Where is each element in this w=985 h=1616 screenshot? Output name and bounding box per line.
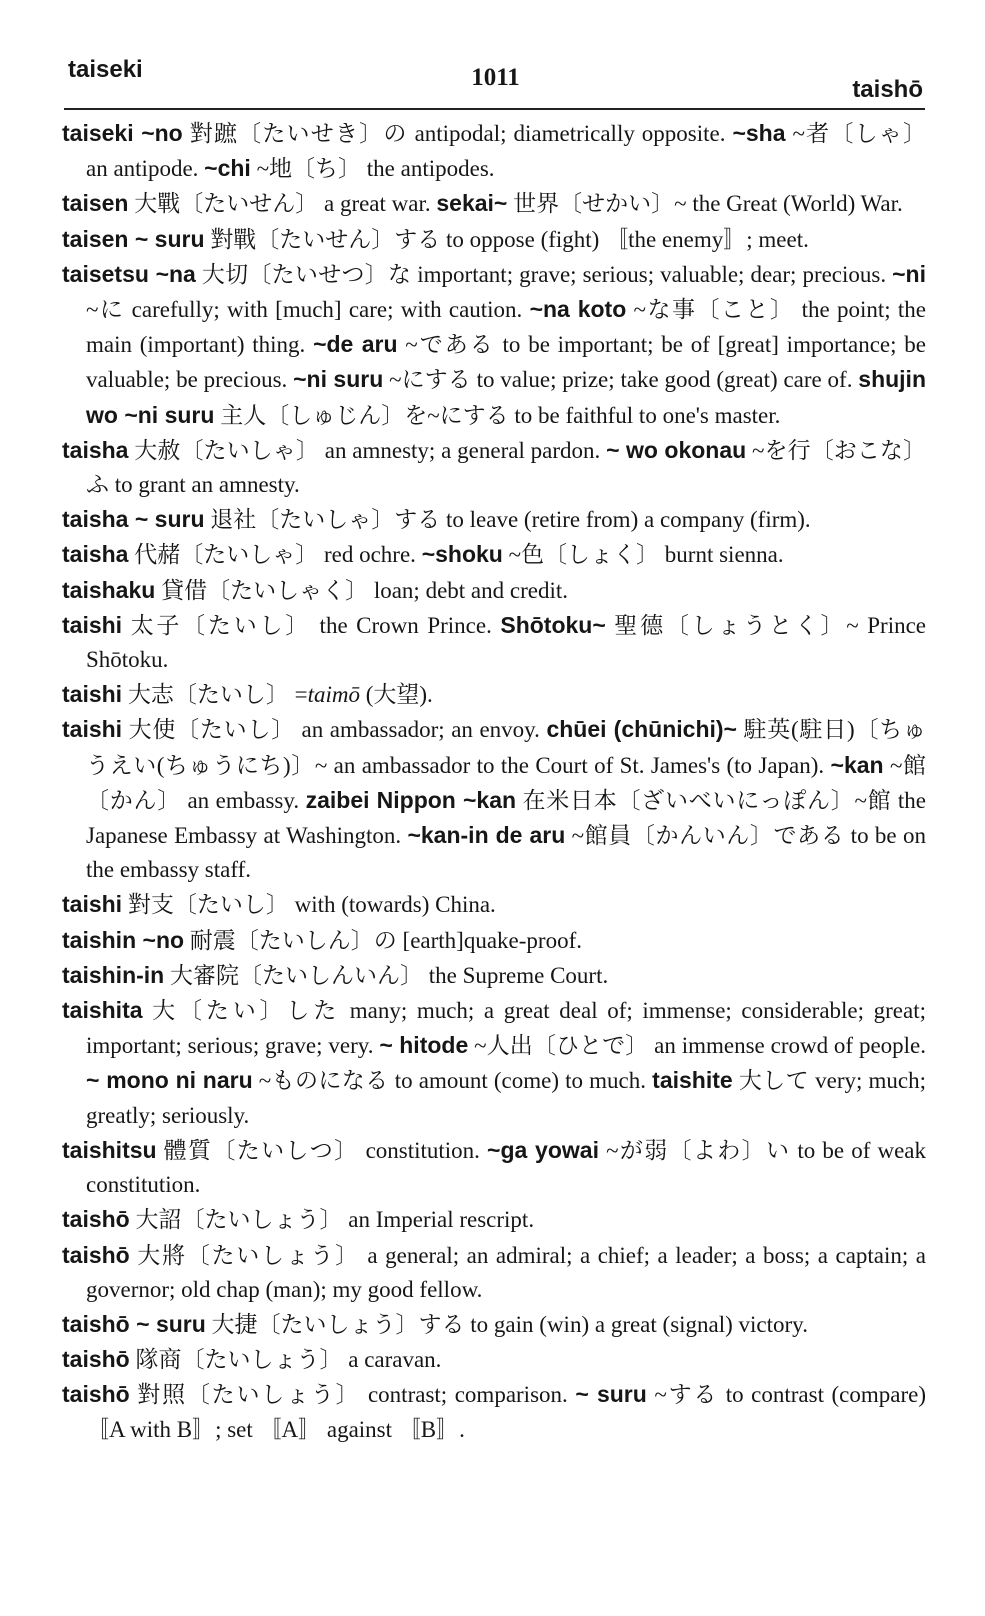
definition-text: ~な事〔こと〕 the point; the main (important) thing. [86, 297, 927, 358]
headword: taisen [62, 190, 129, 217]
headword: taishi [62, 891, 123, 918]
headword: taisen ~ suru [62, 225, 205, 252]
definition-text: 對照〔たいしょう〕 contrast; comparison. [129, 1382, 576, 1408]
definition-text: 世界〔せかい〕~ the Great (World) War. [507, 191, 903, 217]
definition-text: 太子〔たいし〕 the Crown Prince. [122, 612, 501, 638]
headword: taishō [62, 1206, 130, 1233]
dictionary-entry [62, 1133, 926, 1202]
example-phrase: ~ mono ni naru [86, 1067, 253, 1094]
headword: taishi [62, 681, 123, 708]
definition-text: 大切〔たいせつ〕な important; grave; serious; valuable; dear; precious. [195, 261, 893, 287]
example-phrase: ~sha [732, 120, 786, 146]
headword: taishita [62, 997, 143, 1024]
example-phrase: ~de aru [313, 331, 398, 358]
page-header [68, 52, 923, 103]
example-phrase: ~ni [892, 260, 926, 287]
dictionary-entry [62, 677, 926, 712]
definition-text: ~する to contrast (compare) 〚A with B〛; set 〚A〛 against 〚B〛. [86, 1382, 926, 1442]
definition-text: ~人出〔ひとで〕 an immense crowd of people. [468, 1033, 926, 1059]
dictionary-entry [62, 608, 926, 677]
example-phrase: ~ga yowai [487, 1136, 599, 1163]
headword: taiseki ~no [62, 120, 183, 146]
definition-text: 大志〔たいし〕 = [122, 682, 308, 708]
dictionary-entry [62, 257, 926, 433]
definition-text: 退社〔たいしゃ〕する to leave (retire from) a company (firm). [204, 507, 811, 533]
definition-text: (大望). [359, 682, 433, 708]
dictionary-entry [62, 186, 926, 221]
page-number: 1011 [471, 64, 520, 91]
headword: taishō ~ suru [62, 1310, 206, 1337]
example-phrase: ~ni suru [293, 366, 384, 393]
example-phrase: ~ suru [575, 1381, 647, 1408]
definition-text: ~にする to value; prize; take good (great) care of. [383, 367, 859, 393]
dictionary-entry [62, 502, 926, 537]
dictionary-entry [62, 923, 926, 958]
definition-text: 體質〔たいしつ〕 constitution. [156, 1137, 488, 1163]
definition-text: 大將〔たいしょう〕 a general; an admiral; a chief; a leader; a boss; a captain; a governor; old chap (man); my good fellow. [86, 1242, 926, 1302]
headword: taishō [62, 1241, 130, 1268]
headword: taishi [62, 716, 123, 743]
dictionary-entry [62, 573, 926, 608]
definition-text: 大使〔たいし〕 an ambassador; an envoy. [122, 717, 547, 743]
definition-text: 貸借〔たいしゃく〕 loan; debt and credit. [155, 577, 568, 603]
dictionary-entry [62, 958, 926, 993]
example-phrase: sekai~ [436, 190, 508, 217]
headword: taishaku [62, 576, 156, 603]
example-phrase: shujin wo ~ni suru [86, 366, 927, 428]
dictionary-entry [62, 537, 926, 572]
dictionary-entry [62, 1307, 926, 1342]
dictionary-entry [62, 116, 926, 186]
example-phrase: taishite [652, 1067, 733, 1094]
dictionary-entry [62, 1238, 926, 1307]
headword: taisha [62, 436, 129, 463]
example-phrase: Shōtoku~ [500, 611, 606, 638]
definition-text: 代赭〔たいしゃ〕 red ochre. [128, 542, 422, 568]
headword: taishitsu [62, 1136, 157, 1163]
definition-text: 對蹠〔たいせき〕の antipodal; diametrically opposite. [182, 121, 733, 146]
definition-text: 大〔たい〕した many; much; a great deal of; immense; considerable; great; important; serious; grave; very. [86, 998, 926, 1059]
definition-text: 隊商〔たいしょう〕 a caravan. [129, 1347, 442, 1373]
definition-text: ~が弱〔よわ〕い to be of weak constitution. [86, 1137, 926, 1198]
definition-text: ~を行〔おこな〕ふ to grant an amnesty. [86, 437, 926, 498]
headword: taishō [62, 1346, 130, 1373]
entry-list [62, 116, 926, 1447]
definition-text: 對戰〔たいせん〕する to oppose (fight) 〚the enemy〛; meet. [204, 226, 809, 252]
example-phrase: ~shoku [421, 541, 503, 568]
left-guide-word: taiseki [68, 56, 143, 83]
headword: taishi [62, 611, 123, 638]
example-phrase: ~kan [830, 751, 884, 778]
definition-text: 耐震〔たいしん〕の [earth]quake-proof. [184, 927, 582, 953]
definition-text: ~館員〔かんいん〕である to be on the embassy staff. [86, 823, 926, 883]
dictionary-entry [62, 993, 926, 1133]
example-phrase: zaibei Nippon ~kan [305, 786, 517, 813]
definition-text: 大詔〔たいしょう〕 an Imperial rescript. [129, 1207, 535, 1233]
example-phrase: ~ wo okonau [606, 436, 747, 463]
dictionary-entry [62, 1342, 926, 1377]
headword: taisetsu ~na [62, 260, 196, 287]
definition-text: ~に carefully; with [much] care; with caution. [86, 297, 530, 323]
definition-text: 對支〔たいし〕 with (towards) China. [122, 892, 496, 918]
header-rule [64, 108, 925, 110]
definition-text: 大審院〔たいしんいん〕 the Supreme Court. [164, 962, 609, 988]
definition-text: 駐英(駐日)〔ちゅうえい(ちゅうにち)〕~ an ambassador to the Court of St. James's (to Japan). [86, 717, 926, 778]
example-phrase: ~kan-in de aru [407, 822, 566, 849]
dictionary-entry [62, 1202, 926, 1237]
headword: taisha [62, 541, 129, 568]
definition-text: 在米日本〔ざいべいにっぽん〕~館 the Japanese Embassy at Washington. [86, 787, 926, 849]
definition-text: 大戰〔たいせん〕 a great war. [128, 191, 437, 217]
example-phrase: ~chi [204, 155, 251, 182]
dictionary-entry [62, 712, 926, 887]
definition-text: ~である to be important; be of [great] importance; be valuable; be precious. [86, 332, 926, 393]
definition-text: 主人〔しゅじん〕を~にする to be faithful to one's master. [214, 402, 781, 428]
headword: taishin-in [62, 961, 165, 988]
definition-text: ~ものになる to amount (come) to much. [252, 1068, 653, 1094]
example-phrase: ~na koto [529, 296, 627, 323]
dictionary-entry [62, 887, 926, 922]
definition-text: 大捷〔たいしょう〕する to gain (win) a great (signal) victory. [205, 1311, 808, 1337]
dictionary-entry [62, 433, 926, 502]
headword: taishin ~no [62, 926, 185, 953]
definition-text: 聖德〔しょうとく〕~ Prince Shōtoku. [86, 612, 927, 673]
right-guide-word: taishō [852, 76, 923, 103]
definition-text: 大して very; much; greatly; seriously. [86, 1068, 927, 1128]
definition-text: ~色〔しょく〕 burnt sienna. [502, 542, 784, 568]
dictionary-entry [62, 222, 926, 257]
headword: taishō [62, 1381, 130, 1408]
headword: taisha ~ suru [62, 506, 205, 533]
example-phrase: chūei (chūnichi)~ [546, 716, 737, 743]
definition-text: ~者〔しゃ〕 an antipode. [86, 121, 926, 182]
dictionary-entry [62, 1377, 926, 1446]
definition-text: ~地〔ち〕 the antipodes. [250, 156, 495, 182]
example-phrase: ~ hitode [379, 1032, 469, 1059]
definition-text: ~館〔かん〕 an embassy. [86, 752, 926, 813]
cross-reference: taimō [307, 682, 360, 708]
definition-text: 大赦〔たいしゃ〕 an amnesty; a general pardon. [128, 437, 607, 463]
